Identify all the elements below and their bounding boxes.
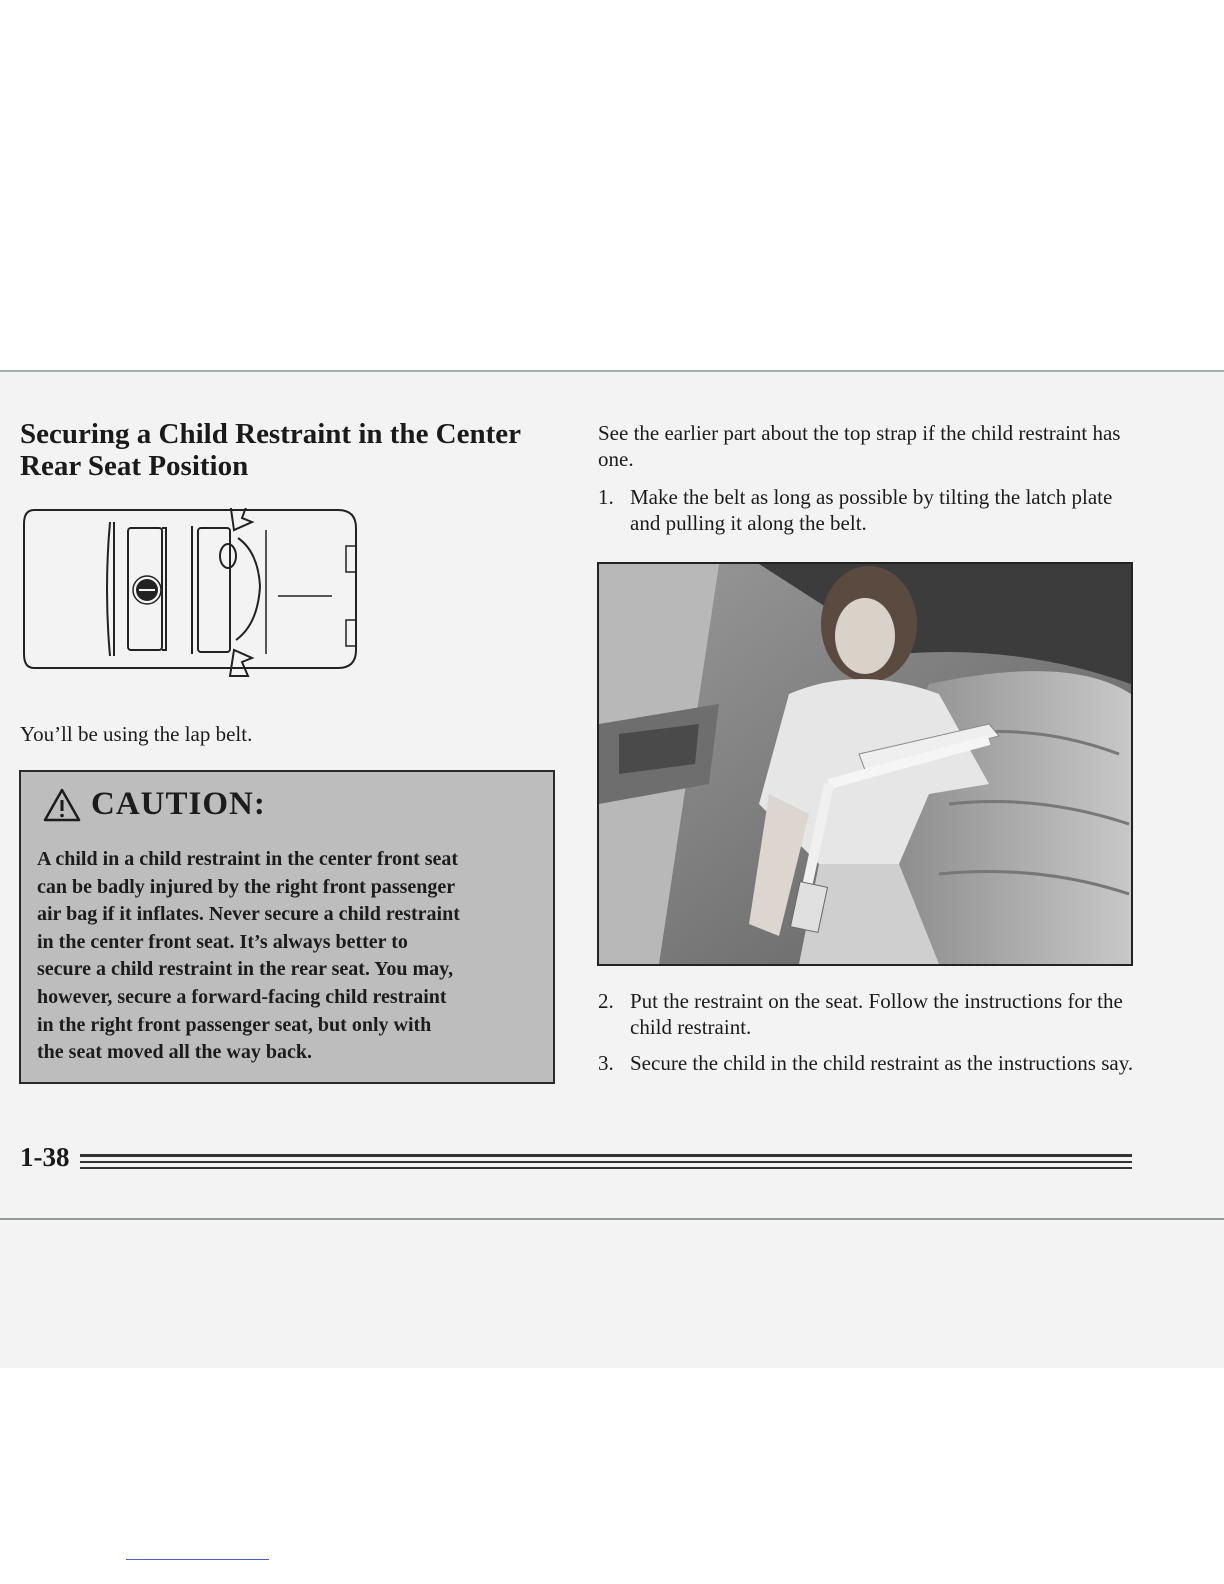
caution-line: A child in a child restraint in the center front seat [37, 848, 459, 870]
caution-line: air bag if it inflates. Never secure a child restraint [37, 903, 460, 926]
intro-text: See the earlier part about the top strap if the child restraint has one. [598, 421, 1121, 471]
section-title [20, 418, 560, 482]
manual-page [0, 370, 1224, 1368]
child-seat-marker-icon [133, 576, 161, 604]
step-text: Make the belt as long as possible by tilting the latch plate and pulling it along the belt. [630, 485, 1113, 535]
section-title-line-2: Rear Seat Position [20, 450, 249, 482]
caution-line: in the right front passenger seat, but only with [37, 1013, 432, 1036]
step-number: 3. [598, 1051, 614, 1075]
step-number: 2. [598, 989, 614, 1013]
step-number: 1. [598, 485, 614, 509]
caution-line: the seat moved all the way back. [37, 1041, 312, 1064]
step-3 [598, 1050, 1138, 1076]
caution-header [43, 786, 266, 823]
caution-box [19, 770, 555, 1084]
caution-line: can be badly injured by the right front passenger [37, 875, 456, 898]
step-text: Secure the child in the child restraint as the instructions say. [630, 1051, 1134, 1075]
woman-adjusting-lap-belt-photo [597, 562, 1133, 966]
warning-triangle-icon [43, 788, 81, 822]
page-number: 1-38 [20, 1142, 70, 1172]
vehicle-seating-diagram-icon [20, 508, 360, 690]
caution-line: in the center front seat. It’s always better to [37, 930, 408, 953]
footer-rule [80, 1154, 1132, 1173]
caution-text [37, 846, 543, 1067]
caution-line: secure a child restraint in the rear seat. You may, [37, 958, 454, 981]
bottom-rule [0, 1218, 1224, 1220]
caution-title: CAUTION: [91, 786, 266, 822]
caution-line: however, secure a forward-facing child restraint [37, 985, 447, 1008]
lap-belt-note: You’ll be using the lap belt. [20, 722, 253, 746]
underline-decoration [126, 1559, 269, 1560]
section-title-line-1: Securing a Child Restraint in the Center [20, 418, 522, 450]
step-1 [598, 484, 1138, 536]
top-rule [0, 370, 1224, 372]
step-text: Put the restraint on the seat. Follow the instructions for the child restraint. [630, 989, 1123, 1039]
step-2 [598, 988, 1138, 1040]
